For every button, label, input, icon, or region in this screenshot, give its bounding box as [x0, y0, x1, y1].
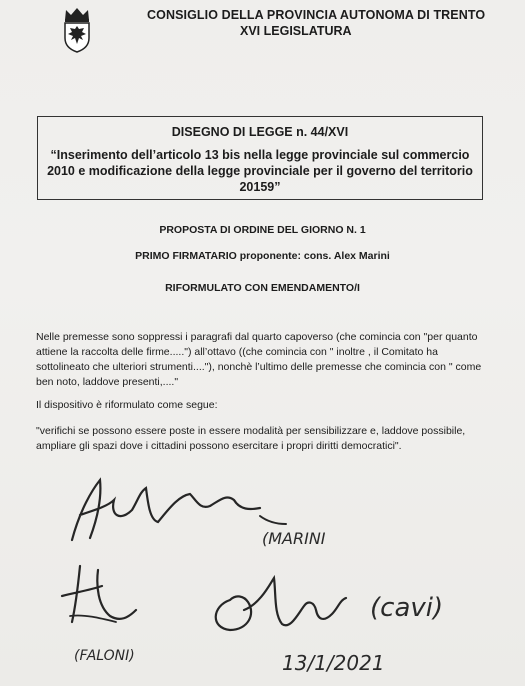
proposal-heading: PROPOSTA DI ORDINE DEL GIORNO N. 1 — [159, 224, 366, 236]
coat-of-arms-icon — [62, 6, 92, 54]
legislature: XVI LEGISLATURA — [240, 24, 352, 38]
body-paragraph-quote: "verifichi se possono essere poste in essere modalità per sensibilizzare e, laddove possibile, ampliare gli spazi dove i cittadini possono esercitare i propri diritti democratici". — [36, 425, 466, 452]
signature-faloni — [50, 556, 160, 636]
signature-cavi — [200, 570, 370, 640]
bill-title-box — [37, 116, 483, 200]
body-paragraph-premises: Nelle premesse sono soppressi i paragrafi dal quarto capoverso (che comincia con "per quanto attiene la raccolta delle firme.....") all’ottavo ((che comincia con " inoltre , il Comitato ha sottolineato che ulteriori strumenti...."), nonchè l’ultimo delle premesse che comincia con " come ben noto, laddove presenti,...." — [36, 331, 482, 388]
signature-label-faloni: (FALONI) — [74, 648, 135, 664]
reformulated-note: RIFORMULATO CON EMENDAMENTO/I — [165, 282, 360, 294]
signature-date: 13/1/2021 — [282, 651, 385, 675]
bill-title: DISEGNO DI LEGGE n. 44/XVI — [171, 125, 349, 139]
signature-label-cavi: (cavi) — [370, 593, 444, 623]
signature-label-marini: (MARINI — [262, 529, 326, 548]
bill-subtitle: “Inserimento dell’articolo 13 bis nella legge provinciale sul commercio 2010 e modificazione della legge provinciale per il governo del territorio 20159” — [47, 148, 473, 194]
council-name: CONSIGLIO DELLA PROVINCIA AUTONOMA DI TRENTO — [147, 8, 486, 22]
body-paragraph-dispositivo: Il dispositivo è riformulato come segue: — [36, 399, 218, 411]
first-signer: PRIMO FIRMATARIO proponente: cons. Alex Marini — [135, 250, 390, 262]
